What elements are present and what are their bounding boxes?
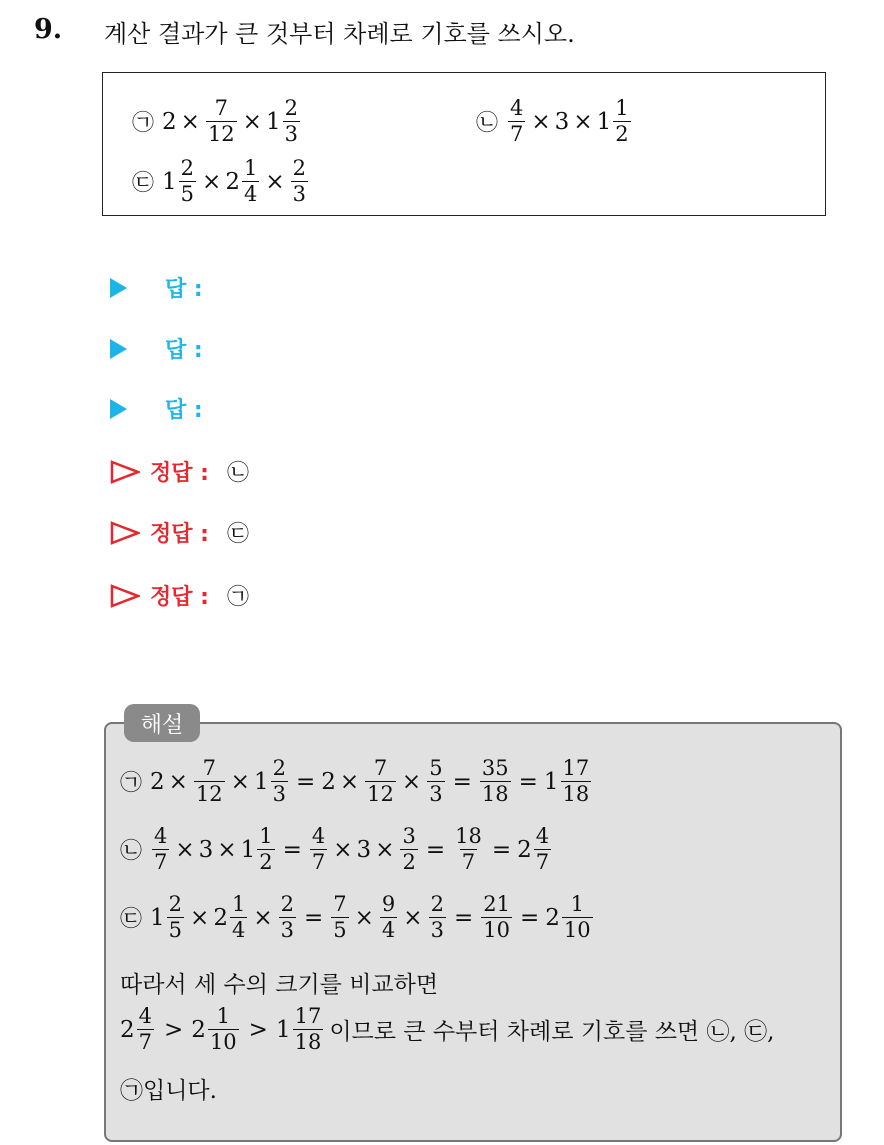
equals-sign: = — [491, 836, 512, 863]
equals-sign: = — [295, 768, 316, 795]
times-sign: × — [253, 904, 273, 931]
mixed-whole: 2 — [120, 1016, 135, 1043]
times-sign: × — [202, 168, 222, 195]
explanation-line-b — [120, 826, 553, 873]
fraction: $\frac{17}{18}$ — [562, 756, 590, 806]
fraction: $\frac{7}{12}$ — [367, 756, 394, 806]
times-sign: × — [573, 108, 593, 135]
item-a-symbol: ㉠ — [120, 771, 143, 796]
times-sign: × — [339, 768, 360, 795]
fraction: $\frac{21}{10}$ — [483, 892, 510, 942]
fraction: $\frac{1}{4}$ — [231, 892, 246, 942]
times-sign: × — [333, 836, 353, 863]
fraction: $\frac{3}{2}$ — [402, 824, 416, 874]
question-text: 계산 결과가 큰 것부터 차례로 기호를 쓰시오. — [104, 20, 575, 48]
fraction: $\frac{4}{7}$ — [311, 824, 326, 874]
fraction: $\frac{5}{3}$ — [429, 756, 443, 806]
item-c-symbol: ㉢ — [132, 171, 155, 196]
fraction: $\frac{2}{5}$ — [168, 892, 183, 942]
times-sign: × — [265, 168, 285, 195]
item-c-expression — [132, 158, 310, 205]
mixed-whole: 1 — [596, 108, 612, 135]
times-sign: × — [403, 904, 423, 931]
triangle-outline-icon — [110, 460, 140, 484]
answer-label: 답 : — [165, 398, 203, 423]
triangle-right-icon — [110, 399, 127, 419]
correct-answer-label: 정답 : — [150, 522, 209, 547]
fraction: $\frac{1}{2}$ — [615, 96, 629, 146]
fraction: $\frac{1}{2}$ — [259, 824, 273, 874]
correct-answer-value: ㉠ — [226, 585, 249, 610]
fraction: $\frac{4}{7}$ — [510, 96, 524, 146]
mixed-whole: 2 — [517, 836, 532, 863]
fraction: $\frac{1}{4}$ — [243, 156, 258, 206]
item-a-expression — [132, 98, 302, 145]
fraction: $\frac{7}{12}$ — [207, 96, 235, 146]
item-b-expression — [476, 98, 633, 145]
mixed-whole: 1 — [162, 168, 177, 195]
times-sign: × — [401, 768, 422, 795]
triangle-right-icon — [110, 278, 127, 298]
times-sign: × — [230, 768, 250, 795]
mixed-whole: 1 — [253, 768, 269, 795]
mixed-whole: 2 — [545, 904, 560, 931]
explanation-conclusion — [120, 1006, 774, 1053]
triangle-outline-icon — [110, 521, 140, 545]
answer-row-1 — [110, 272, 203, 303]
mixed-whole: 1 — [240, 836, 256, 863]
fraction: $\frac{18}{7}$ — [455, 824, 482, 874]
fraction: $\frac{35}{18}$ — [481, 756, 509, 806]
equals-sign: = — [282, 836, 302, 863]
mixed-whole: 1 — [265, 108, 281, 135]
explanation-final-text: ㉠입니다. — [120, 1078, 217, 1104]
fraction: $\frac{2}{3}$ — [280, 892, 294, 942]
equals-sign: = — [452, 768, 472, 795]
mixed-whole: 1 — [150, 904, 165, 931]
item-b-symbol: ㉡ — [120, 839, 143, 864]
times-sign: × — [175, 836, 195, 863]
equals-sign: = — [303, 904, 324, 931]
item-a-whole: 2 — [162, 108, 177, 135]
mixed-whole: 2 — [191, 1016, 206, 1043]
question-number: 9. — [34, 14, 63, 45]
fraction: $\frac{1}{10}$ — [209, 1004, 237, 1054]
triangle-right-icon — [110, 339, 127, 359]
integer: 3 — [198, 836, 214, 863]
times-sign: × — [190, 904, 210, 931]
equals-sign: = — [425, 836, 446, 863]
times-sign: × — [354, 904, 374, 931]
fraction: $\frac{2}{5}$ — [180, 156, 195, 206]
fraction: $\frac{7}{12}$ — [195, 756, 223, 806]
mixed-whole: 1 — [543, 768, 559, 795]
integer: 3 — [554, 108, 570, 135]
fraction: $\frac{4}{7}$ — [535, 824, 550, 874]
times-sign: × — [180, 108, 200, 135]
explanation-line-c — [120, 894, 595, 941]
answer-label: 답 : — [165, 277, 203, 302]
item-c-symbol: ㉢ — [120, 907, 143, 932]
item-a-symbol: ㉠ — [132, 111, 155, 136]
correct-answer-value: ㉡ — [226, 461, 249, 486]
correct-answer-row-2 — [110, 517, 249, 548]
greater-than-sign: > — [164, 1016, 184, 1043]
correct-answer-label: 정답 : — [150, 461, 209, 486]
integer: 3 — [356, 836, 372, 863]
integer: 2 — [150, 768, 165, 795]
fraction: $\frac{2}{3}$ — [430, 892, 444, 942]
fraction: $\frac{4}{7}$ — [138, 1004, 153, 1054]
times-sign: × — [217, 836, 237, 863]
times-sign: × — [168, 768, 188, 795]
correct-answer-value: ㉢ — [226, 522, 249, 547]
correct-answer-row-1 — [110, 456, 249, 487]
fraction: $\frac{2}{3}$ — [284, 96, 298, 146]
correct-answer-row-3 — [110, 580, 249, 611]
times-sign: × — [531, 108, 551, 135]
triangle-outline-icon — [110, 584, 140, 608]
mixed-whole: 2 — [213, 904, 228, 931]
mixed-whole: 1 — [275, 1016, 291, 1043]
answer-label: 답 : — [165, 338, 203, 363]
answer-row-2 — [110, 333, 203, 364]
equals-sign: = — [519, 904, 540, 931]
answer-row-3 — [110, 393, 203, 424]
explanation-compare-text: 따라서 세 수의 크기를 비교하면 — [120, 972, 439, 998]
fraction: $\frac{1}{10}$ — [563, 892, 591, 942]
fraction: $\frac{2}{3}$ — [292, 156, 306, 206]
fraction: $\frac{7}{5}$ — [333, 892, 347, 942]
times-sign: × — [375, 836, 395, 863]
explanation-tab: 해설 — [124, 704, 200, 742]
explanation-line-a — [120, 758, 593, 805]
conclusion-text: 이므로 큰 수부터 차례로 기호를 쓰면 ㉡, ㉢, — [329, 1019, 775, 1045]
fraction: $\frac{2}{3}$ — [272, 756, 286, 806]
fraction: $\frac{17}{18}$ — [294, 1004, 322, 1054]
equals-sign: = — [453, 904, 474, 931]
greater-than-sign: > — [248, 1016, 268, 1043]
fraction: $\frac{4}{7}$ — [154, 824, 168, 874]
item-b-symbol: ㉡ — [476, 111, 499, 136]
fraction: $\frac{9}{4}$ — [381, 892, 396, 942]
correct-answer-label: 정답 : — [150, 585, 209, 610]
mixed-whole: 2 — [225, 168, 240, 195]
integer: 2 — [321, 768, 336, 795]
equals-sign: = — [518, 768, 538, 795]
times-sign: × — [242, 108, 262, 135]
